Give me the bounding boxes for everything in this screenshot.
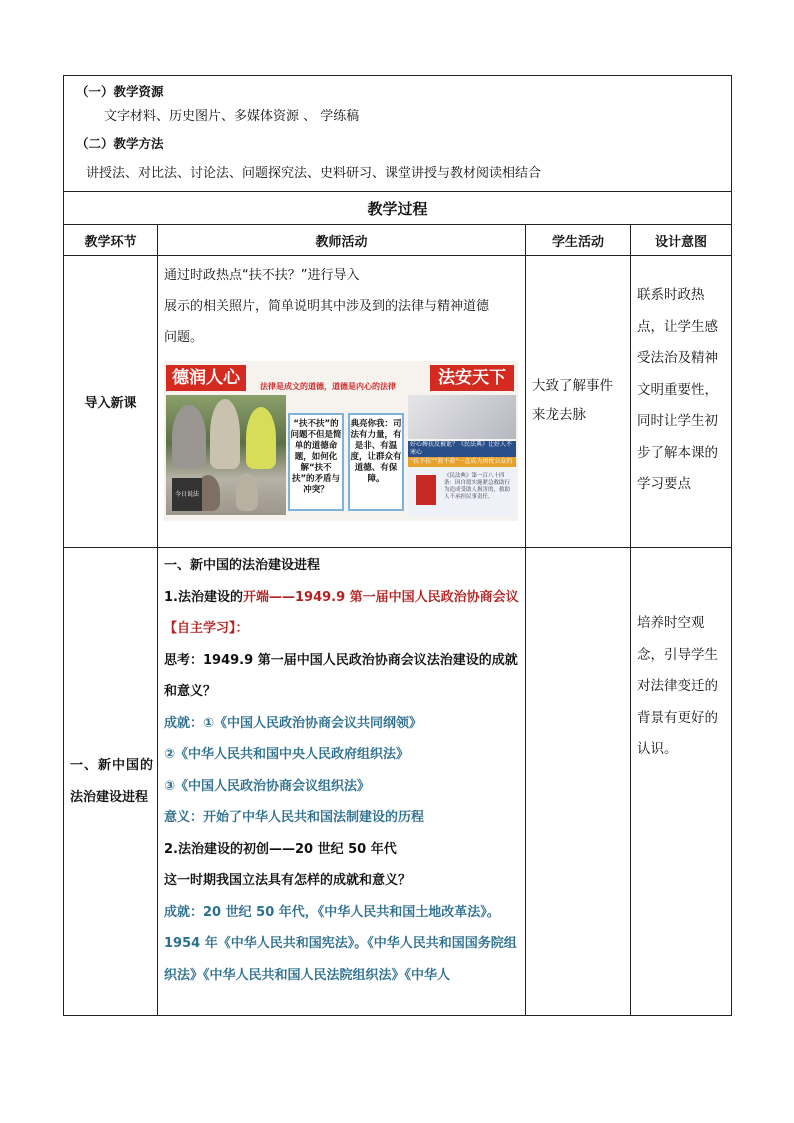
civil-code-article: 《民法典》第一百八十四条：因自愿实施紧急救助行为造成受助人损害的，救助人不承担民事责任。 bbox=[444, 473, 511, 500]
answer-box: 典亮你我：司法有力量，有是非、有温度，让群众有道德、有保障。 bbox=[348, 413, 404, 511]
news-strip-2: “扶不扶”“救不救”一直成为困扰公众的 bbox=[408, 457, 516, 467]
news-collage-image bbox=[164, 361, 518, 521]
header-student: 学生活动 bbox=[526, 225, 631, 256]
student-section-one bbox=[526, 548, 631, 1016]
header-intent: 设计意图 bbox=[631, 225, 732, 256]
news-strip: 好心搀扶反被讹？《民法典》让好人不寒心 bbox=[408, 441, 516, 457]
resources-cell bbox=[64, 76, 732, 192]
intent-intro: 联系时政热点，让学生感受法治及精神文明重要性，同时让学生初步了解本课的学习要点 bbox=[631, 256, 732, 548]
header-stage: 教学环节 bbox=[64, 225, 158, 256]
intro-line: 问题。 bbox=[164, 330, 204, 345]
item2-heading: 2.法治建设的初创——20 世纪 50 年代 bbox=[164, 841, 397, 857]
lesson-plan-page bbox=[63, 75, 731, 1016]
item1-prefix: 1.法治建设的 bbox=[164, 589, 243, 605]
stage-intro: 导入新课 bbox=[64, 256, 158, 548]
civil-code-panel bbox=[408, 469, 516, 517]
meaning-line: 意义：开始了中华人民共和国法制建设的历程 bbox=[164, 810, 425, 825]
book-icon bbox=[416, 475, 436, 505]
question-box: “扶不扶”的问题不但是简单的道德命题，如何化解“扶不扶”的矛盾与冲突？ bbox=[288, 413, 344, 511]
section-heading: 一、新中国的法治建设进程 bbox=[164, 558, 321, 573]
header-teacher: 教师活动 bbox=[158, 225, 526, 256]
self-study-label: 【自主学习】： bbox=[164, 621, 249, 636]
achievement-2: ②《中华人民共和国中央人民政府组织法》 bbox=[164, 747, 410, 762]
item1-highlight: 开端——1949.9 第一届中国人民政治协商会议 bbox=[242, 589, 519, 605]
methods-heading: （二）教学方法 bbox=[76, 136, 164, 151]
intro-line: 通过时政热点“扶不扶？”进行导入 bbox=[164, 268, 360, 283]
banner-middle: 法律是成文的道德，道德是内心的法律 bbox=[260, 382, 396, 391]
teacher-intro-cell bbox=[158, 256, 526, 548]
methods-list: 讲授法、对比法、讨论法、问题探究法、史料研习、课堂讲授与教材阅读相结合 bbox=[86, 166, 542, 181]
resources-heading: （一）教学资源 bbox=[76, 84, 164, 99]
question-2: 这一时期我国立法具有怎样的成就和意义？ bbox=[164, 873, 412, 888]
resources-list: 文字材料、历史图片、多媒体资源 、 学练稿 bbox=[104, 109, 360, 124]
news-photo-2 bbox=[408, 395, 516, 439]
student-intro: 大致了解事件来龙去脉 bbox=[526, 256, 631, 548]
stage-section-one: 一、新中国的法治建设进程 bbox=[64, 548, 158, 1016]
intro-line: 展示的相关照片，简单说明其中涉及到的法律与精神道德 bbox=[164, 299, 490, 314]
banner-right: 法安天下 bbox=[430, 365, 514, 391]
news-photo bbox=[166, 395, 286, 515]
achievement-3: ③《中国人民政治协商会议组织法》 bbox=[164, 778, 371, 794]
process-title: 教学过程 bbox=[64, 192, 732, 225]
intent-section-one: 培养时空观念，引导学生对法律变迁的背景有更好的认识。 bbox=[631, 548, 732, 1016]
lesson-plan-table bbox=[63, 75, 732, 1016]
photo-caption: 今日说法 bbox=[172, 478, 202, 511]
achievement-50s: 成就：20 世纪 50 年代，《中华人民共和国土地改革法》。1954 年《中华人民共和国宪法》。《中华人民共和国国务院组织法》《中华人民共和国人民法院组织法》《中华人 bbox=[164, 904, 517, 983]
teacher-section-one-cell bbox=[158, 548, 526, 1016]
think-question: 思考：1949.9 第一届中国人民政治协商会议法治建设的成就和意义？ bbox=[164, 652, 518, 699]
banner-left: 德润人心 bbox=[166, 365, 246, 391]
achievement-1: 成就：①《中国人民政治协商会议共同纲领》 bbox=[164, 715, 423, 731]
